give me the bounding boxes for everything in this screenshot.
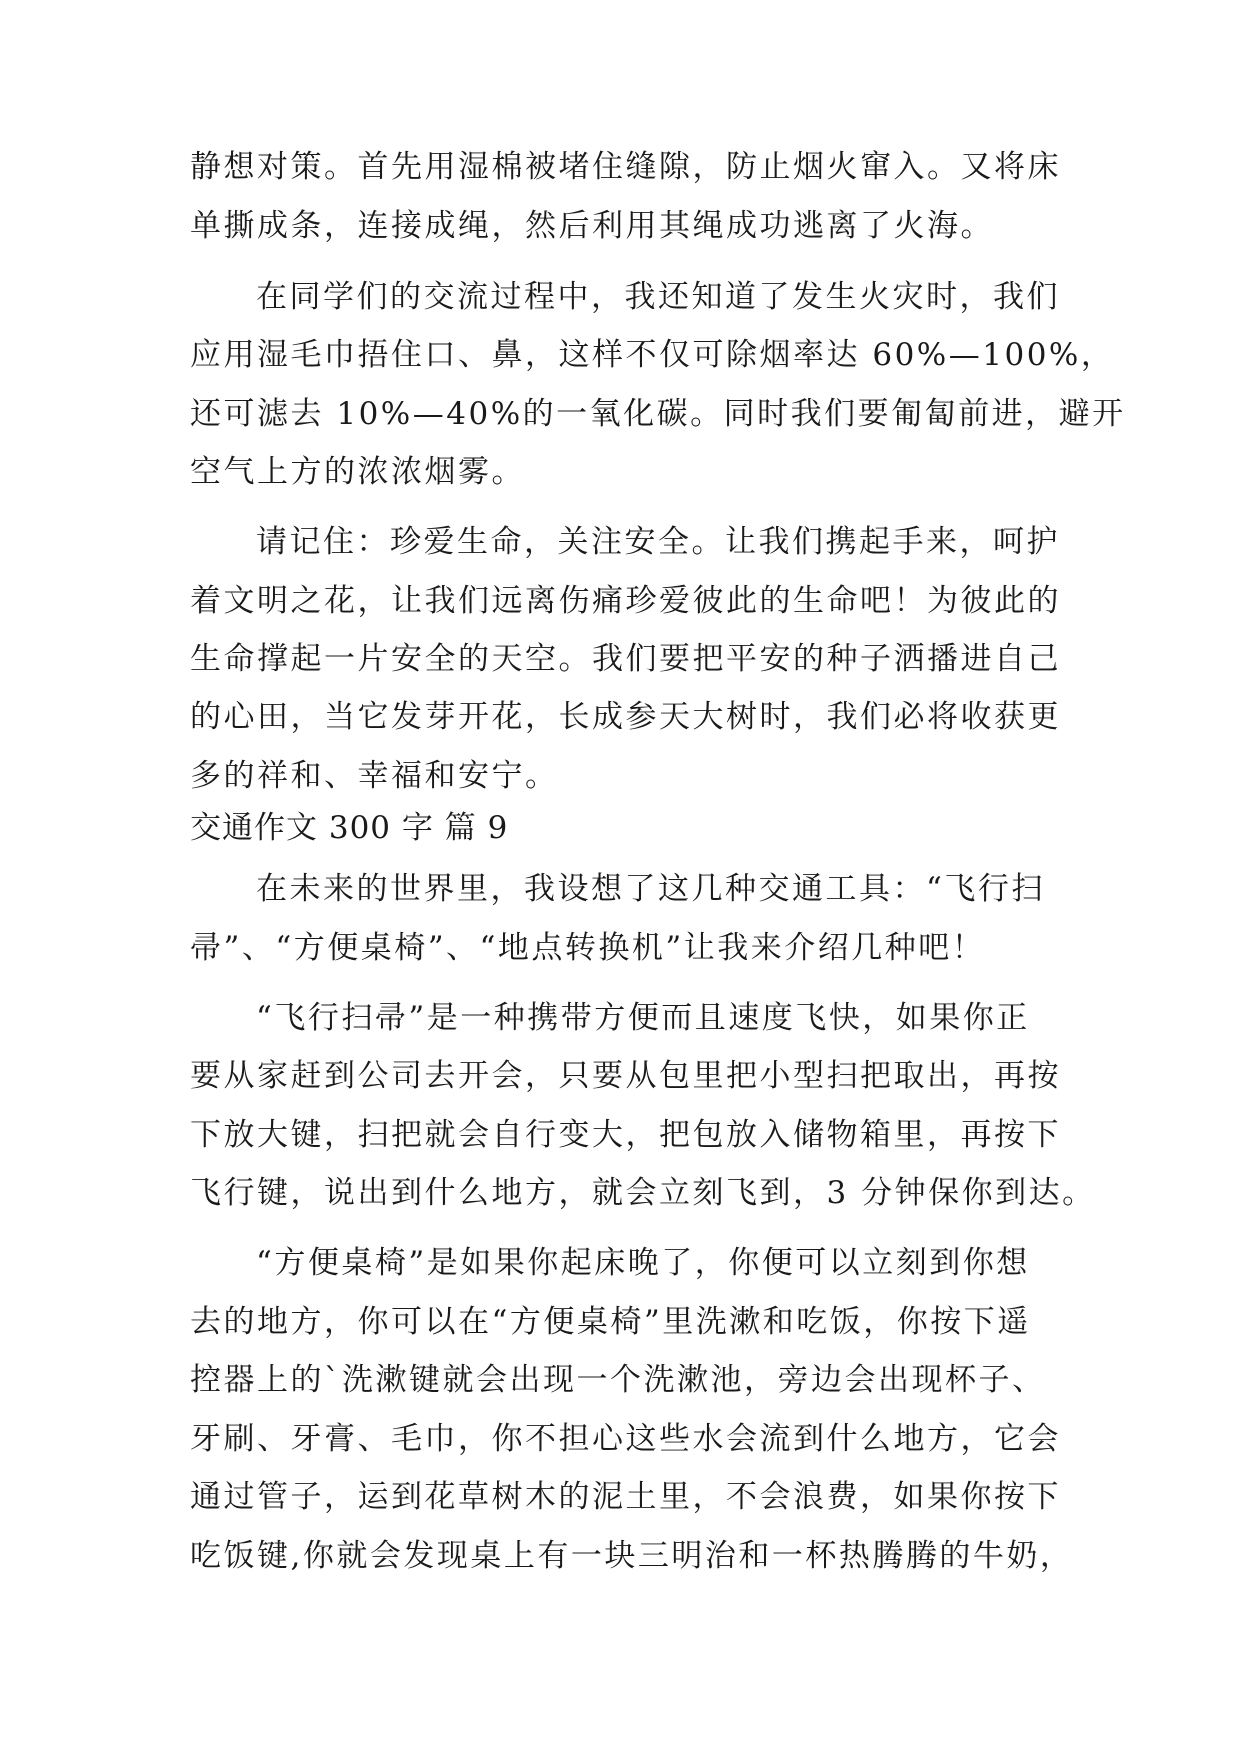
- text-line: 应用湿毛巾捂住口、鼻，这样不仅可除烟率达 60%—100%，: [190, 337, 1115, 373]
- text-line: 的心田，当它发芽开花，长成参天大树时，我们必将收获更: [190, 699, 1061, 735]
- section-heading: 交通作文 300 字 篇 9: [190, 810, 509, 846]
- text-line: 牙刷、牙膏、毛巾，你不担心这些水会流到什么地方，它会: [190, 1421, 1061, 1457]
- text-line: 生命撑起一片安全的天空。我们要把平安的种子洒播进自己: [190, 641, 1061, 677]
- text-line: 空气上方的浓浓烟雾。: [190, 454, 525, 490]
- text-line: 要从家赶到公司去开会，只要从包里把小型扫把取出，再按: [190, 1058, 1061, 1094]
- text-line: 还可滤去 10%—40%的一氧化碳。同时我们要匍匐前进，避开: [190, 396, 1126, 432]
- text-line: 下放大键，扫把就会自行变大，把包放入储物箱里，再按下: [190, 1117, 1061, 1153]
- paragraph-first-line: “飞行扫帚”是一种携带方便而且速度飞快，如果你正: [256, 1000, 1030, 1036]
- text-line: 飞行键，说出到什么地方，就会立刻飞到，3 分钟保你到达。: [190, 1175, 1096, 1211]
- paragraph-first-line: 在未来的世界里，我设想了这几种交通工具：“飞行扫: [256, 871, 1045, 907]
- text-line: 单撕成条，连接成绳，然后利用其绳成功逃离了火海。: [190, 208, 994, 244]
- paragraph-first-line: “方便桌椅”是如果你起床晚了，你便可以立刻到你想: [256, 1245, 1030, 1281]
- text-line: 静想对策。首先用湿棉被堵住缝隙，防止烟火窜入。又将床: [190, 149, 1061, 185]
- text-line: 帚”、“方便桌椅”、“地点转换机”让我来介绍几种吧！: [190, 930, 986, 966]
- paragraph-first-line: 在同学们的交流过程中，我还知道了发生火灾时，我们: [256, 279, 1060, 315]
- text-line: 通过管子，运到花草树木的泥土里，不会浪费，如果你按下: [190, 1479, 1061, 1515]
- text-line: 去的地方，你可以在“方便桌椅”里洗漱和吃饭，你按下遥: [190, 1304, 1031, 1340]
- paragraph-first-line: 请记住：珍爱生命，关注安全。让我们携起手来，呵护: [256, 524, 1060, 560]
- text-line: 多的祥和、幸福和安宁。: [190, 758, 559, 794]
- text-line: 控器上的`洗漱键就会出现一个洗漱池，旁边会出现杯子、: [190, 1362, 1046, 1398]
- text-line: 着文明之花，让我们远离伤痛珍爱彼此的生命吧！为彼此的: [190, 583, 1061, 619]
- text-line: 吃饭键,你就会发现桌上有一块三明治和一杯热腾腾的牛奶，: [190, 1538, 1074, 1574]
